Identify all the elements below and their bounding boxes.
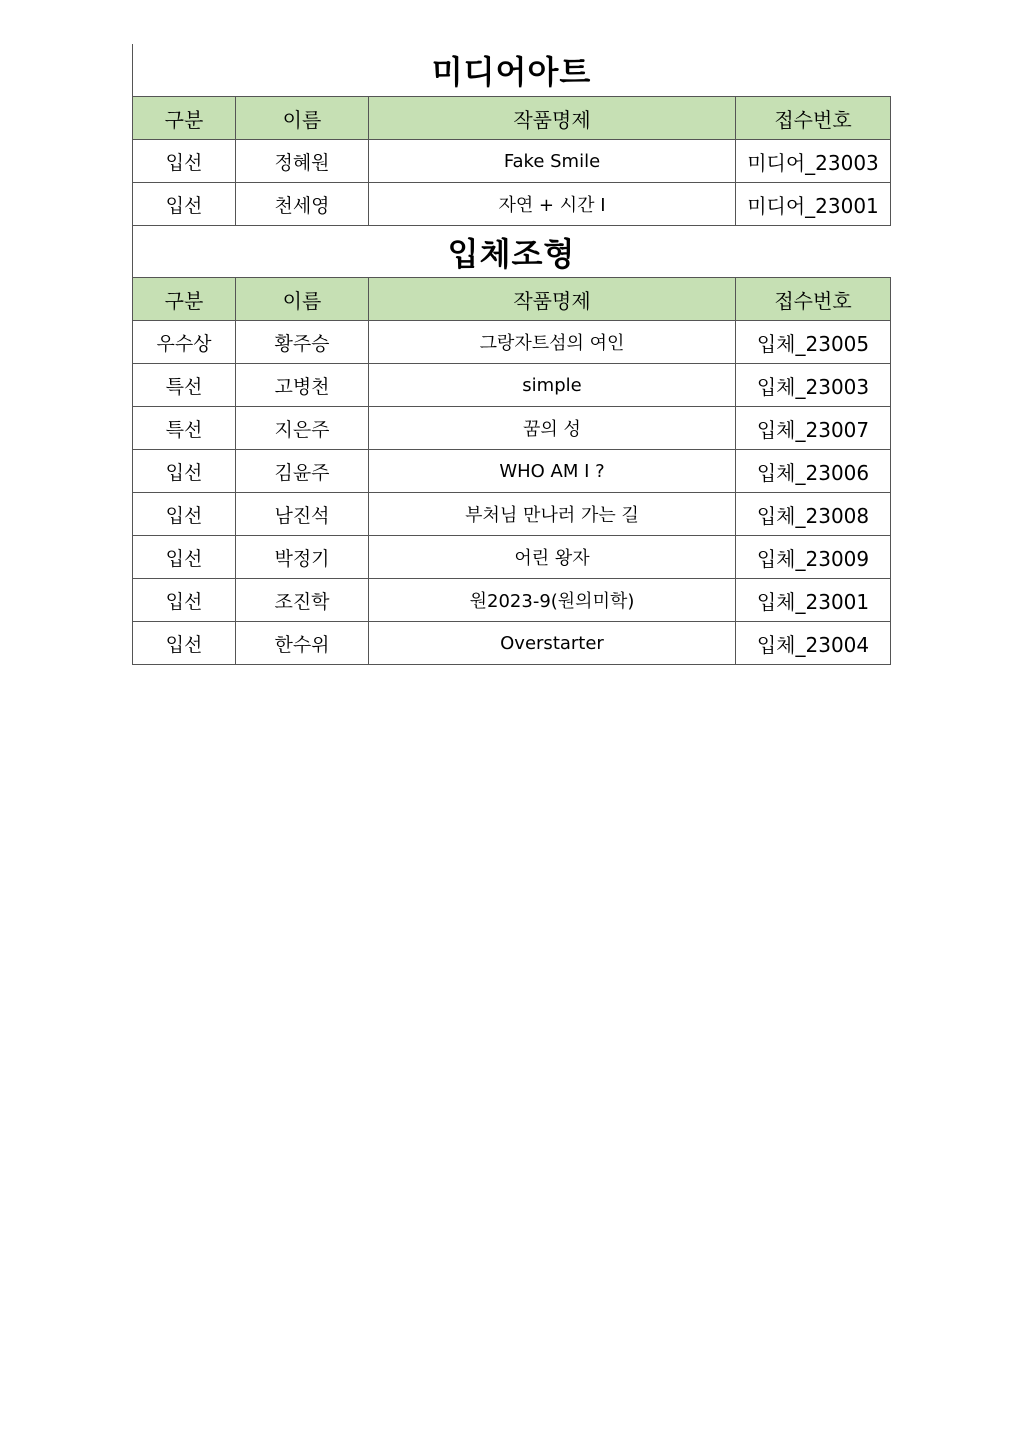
cell-name: 남진석 <box>236 493 369 536</box>
header-work-title: 작품명제 <box>369 97 736 140</box>
table-row <box>133 140 891 183</box>
cell-work-title: Fake Smile <box>369 140 736 183</box>
cell-name: 김윤주 <box>236 450 369 493</box>
cell-category: 입선 <box>133 536 236 579</box>
cell-work-title: 어린 왕자 <box>369 536 736 579</box>
cell-category: 특선 <box>133 407 236 450</box>
header-name: 이름 <box>236 278 369 321</box>
cell-entry-number: 입체_23006 <box>736 450 891 493</box>
cell-work-title: 원2023-9(원의미학) <box>369 579 736 622</box>
cell-entry-number: 입체_23003 <box>736 364 891 407</box>
header-name: 이름 <box>236 97 369 140</box>
section-title-sculpture: 입체조형 <box>132 226 890 277</box>
cell-entry-number: 입체_23009 <box>736 536 891 579</box>
results-table-sculpture <box>132 277 891 665</box>
cell-entry-number: 미디어_23003 <box>736 140 891 183</box>
table-row <box>133 579 891 622</box>
cell-name: 박정기 <box>236 536 369 579</box>
table-row <box>133 321 891 364</box>
results-table-media-art <box>132 96 891 226</box>
cell-name: 천세영 <box>236 183 369 226</box>
table-row <box>133 536 891 579</box>
cell-entry-number: 입체_23007 <box>736 407 891 450</box>
cell-entry-number: 입체_23001 <box>736 579 891 622</box>
cell-work-title: 꿈의 성 <box>369 407 736 450</box>
header-category: 구분 <box>133 278 236 321</box>
header-category: 구분 <box>133 97 236 140</box>
cell-category: 우수상 <box>133 321 236 364</box>
header-entry-number: 접수번호 <box>736 97 891 140</box>
cell-category: 입선 <box>133 493 236 536</box>
table-row <box>133 450 891 493</box>
cell-entry-number: 미디어_23001 <box>736 183 891 226</box>
table-row <box>133 493 891 536</box>
cell-category: 입선 <box>133 450 236 493</box>
cell-name: 황주승 <box>236 321 369 364</box>
cell-category: 입선 <box>133 183 236 226</box>
cell-work-title: 자연 + 시간 Ⅰ <box>369 183 736 226</box>
cell-name: 고병천 <box>236 364 369 407</box>
cell-name: 정혜원 <box>236 140 369 183</box>
table-header-row <box>133 97 891 140</box>
cell-entry-number: 입체_23008 <box>736 493 891 536</box>
cell-entry-number: 입체_23004 <box>736 622 891 665</box>
cell-category: 특선 <box>133 364 236 407</box>
cell-category: 입선 <box>133 622 236 665</box>
cell-work-title: simple <box>369 364 736 407</box>
table-row <box>133 364 891 407</box>
table-row <box>133 622 891 665</box>
cell-name: 한수위 <box>236 622 369 665</box>
table-row <box>133 407 891 450</box>
header-work-title: 작품명제 <box>369 278 736 321</box>
cell-entry-number: 입체_23005 <box>736 321 891 364</box>
header-entry-number: 접수번호 <box>736 278 891 321</box>
cell-name: 지은주 <box>236 407 369 450</box>
table-row <box>133 183 891 226</box>
results-document <box>132 44 890 665</box>
cell-category: 입선 <box>133 579 236 622</box>
section-title-media-art: 미디어아트 <box>132 44 890 96</box>
cell-work-title: WHO AM I ? <box>369 450 736 493</box>
cell-work-title: Overstarter <box>369 622 736 665</box>
table-header-row <box>133 278 891 321</box>
cell-name: 조진학 <box>236 579 369 622</box>
cell-work-title: 부처님 만나러 가는 길 <box>369 493 736 536</box>
cell-category: 입선 <box>133 140 236 183</box>
cell-work-title: 그랑자트섬의 여인 <box>369 321 736 364</box>
